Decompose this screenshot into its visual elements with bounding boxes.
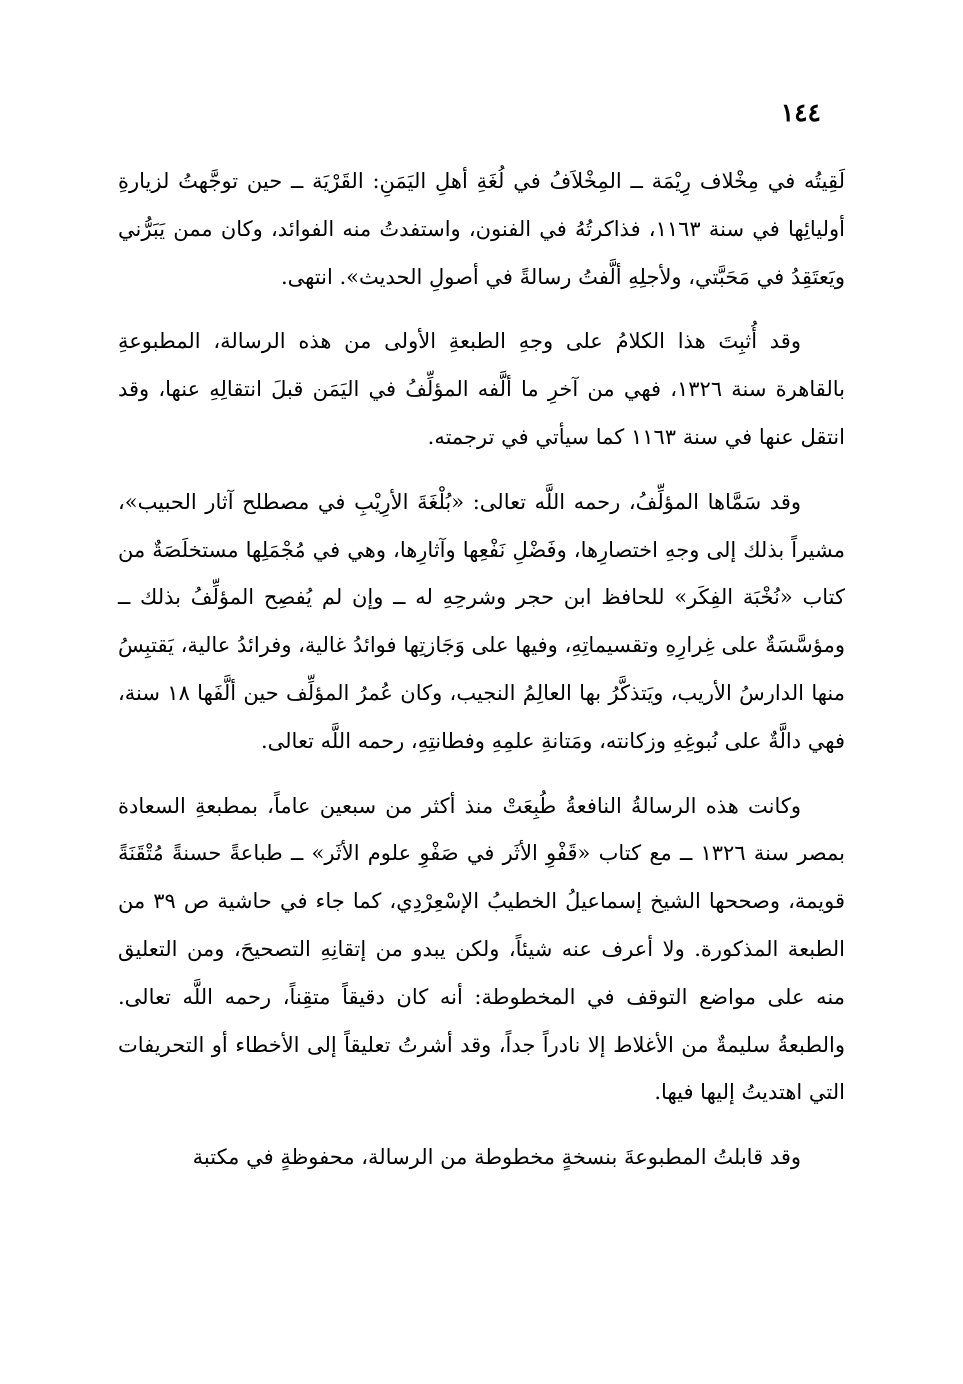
paragraph-3: وقد سَمَّاها المؤلِّفُ، رحمه اللَّه تعالى: «بُلْغَةَ الأرِيْبِ في مصطلح آثار الحبيب»، مشيراً بذلك إلى وجهِ اختصارِها، وفَضْلِ نَفْعِها وآثارِها، وهي في مُجْمَلِها مستخلَصَةٌ من كتاب «نُخْبَة الفِكَر» للحافظ ابن حجر وشرحِهِ له ــ وإن لم يُفصِح المؤلِّفُ بذلك ــ ومؤسَّسَةٌ على غِرارِهِ وتقسيماتِهِ، وفيها على وَجَازتِها فوائدُ غالية، وفرائدُ عالية، يَقتبِسُ منها الدارسُ الأريب، ويَتذكَّرُ بها العالِمُ النجيب، وكان عُمرُ المؤلِّف حين ألَّفَها ١٨ سنة، فهي دالَّةٌ على نُبوغِهِ وزكانته، ومَتانةِ علمِهِ وفطانتِهِ، رحمه اللَّه تعالى. [118, 489, 845, 753]
paragraph-1: لَقِيتُه في مِخْلاف رِيْمَة ــ المِخْلاَفُ في لُغَةِ أهلِ اليَمَنِ: القَرْيَة ــ حين توجَّهتُ لزيارةِ أوليائِها في سنة ١١٦٣، فذاكرتُهُ في الفنون، واستفدتُ منه الفوائد، وكان ممن يَبَرُّني ويَعتَقِدُ في مَحَبَّتي، ولأجلِهِ ألَّفتُ رسالةً في أصولِ الحديث». انتهى. [118, 169, 845, 289]
paragraph-4: وكانت هذه الرسالةُ النافعةُ طُبِعَتْ منذ أكثر من سبعين عاماً، بمطبعةِ السعادة بمصر سنة ١٣٢٦ ــ مع كتاب «قَفْوِ الأثَر في صَفْوِ علوم الأثَر» ــ طباعةً حسنةً مُتْقَنَةً قويمة، وصححها الشيخ إسماعيلُ الخطيبُ الإسْعِرْدِي، كما جاء في حاشية ص ٣٩ من الطبعة المذكورة. ولا أعرف عنه شيئاً، ولكن يبدو من إتقانِهِ التصحيحَ، ومن التعليق منه على مواضع التوقف في المخطوطة: أنه كان دقيقاً متقِناً، رحمه اللَّه تعالى. والطبعةُ سليمةٌ من الأغلاط إلا نادراً جداً، وقد أشرتُ تعليقاً إلى الأخطاء أو التحريفات التي اهتديتُ إليها فيها. [118, 793, 846, 1105]
body-text [118, 158, 845, 1182]
paragraph-5: وقد قابلتُ المطبوعةَ بنسخةٍ مخطوطة من الرسالة، محفوظةٍ في مكتبة [192, 1145, 801, 1170]
page-number: ١٤٤ [780, 98, 821, 127]
paragraph-2: وقد أُثبِتَ هذا الكلامُ على وجهِ الطبعةِ الأولى من هذه الرسالة، المطبوعةِ بالقاهرة سنة ١٣٢٦، فهي من آخرِ ما ألَّفه المؤلِّفُ في اليَمَن قبلَ انتقالِهِ عنها، وقد انتقل عنها في سنة ١١٦٣ كما سيأتي في ترجمته. [118, 329, 845, 449]
